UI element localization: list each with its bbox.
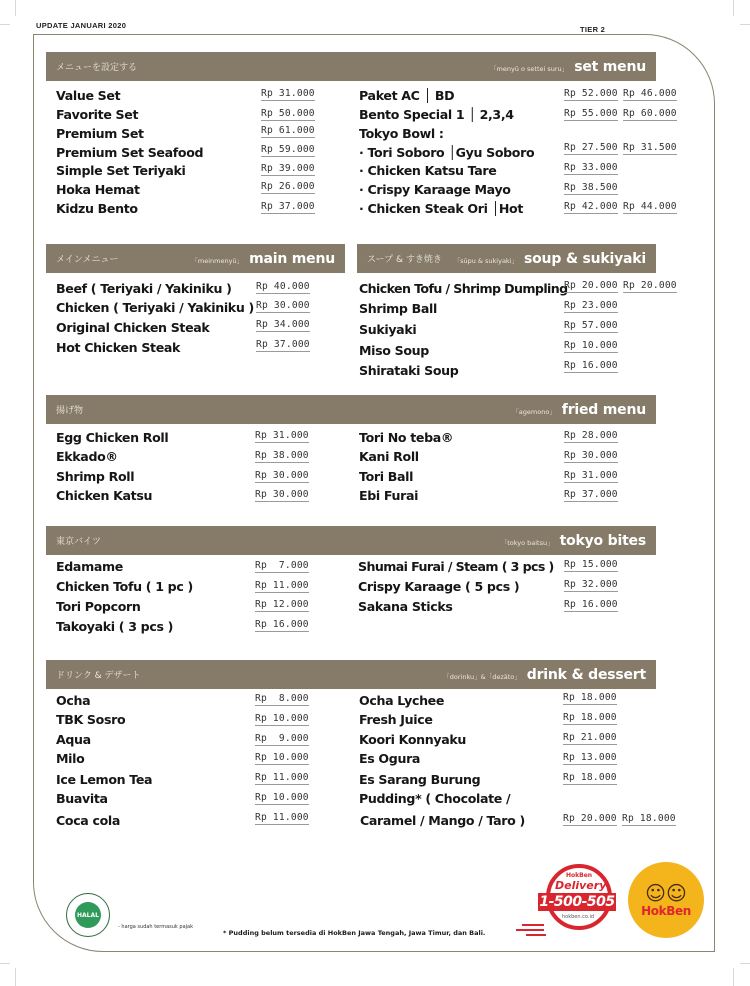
crop-mark (15, 0, 16, 16)
menu-price: Rp 10.000 (255, 752, 309, 763)
banner-jp: スープ & すき焼き (367, 255, 442, 265)
halal-icon: HALAL (75, 902, 101, 928)
menu-item: Shrimp Ball (359, 301, 437, 316)
menu-price: Rp 52.000 (564, 88, 618, 99)
menu-price: Rp 37.000 (261, 201, 315, 212)
menu-item: Shirataki Soup (359, 363, 459, 378)
crop-mark (740, 963, 750, 964)
banner-romaji: 「meinmenyū」 (191, 256, 244, 265)
banner-jp: 東京バイツ (56, 537, 102, 547)
menu-price: Rp 20.000 (623, 280, 677, 291)
menu-item: Tori No teba® (359, 430, 454, 445)
menu-item: Shumai Furai / Steam ( 3 pcs ) (358, 559, 554, 574)
menu-price: Rp 12.000 (255, 599, 309, 610)
menu-price: Rp 20.000 (563, 813, 617, 824)
menu-price: Rp 13.000 (563, 752, 617, 763)
menu-price: Rp 31.000 (255, 430, 309, 441)
menu-item: Tokyo Bowl : (359, 126, 444, 141)
banner-title: fried menu (561, 401, 646, 418)
menu-price: Rp 18.000 (563, 712, 617, 723)
menu-item: Egg Chicken Roll (56, 430, 169, 445)
banner-jp: メインメニュー (56, 255, 119, 265)
menu-price: Rp 16.000 (255, 619, 309, 630)
menu-item: Miso Soup (359, 343, 429, 358)
menu-item: Hoka Hemat (56, 182, 140, 197)
menu-item: Premium Set (56, 126, 144, 141)
pudding-note: * Pudding belum tersedia di HokBen Jawa Tengah, Jawa Timur, dan Bali. (223, 929, 486, 937)
menu-price: Rp 18.000 (563, 772, 617, 783)
tax-note: - harga sudah termasuk pajak (118, 924, 193, 930)
banner-romaji: 「sūpu & sukiyaki」 (453, 256, 518, 265)
banner-tokyo-bites (46, 526, 656, 555)
tier-label: TIER 2 (580, 25, 606, 34)
update-label: UPDATE JANUARI 2020 (36, 21, 127, 30)
halal-logo (66, 893, 110, 937)
banner-title: main menu (249, 250, 335, 267)
menu-item: Chicken ( Teriyaki / Yakiniku ) (56, 300, 254, 315)
crop-mark (740, 24, 750, 25)
menu-item: · Chicken Katsu Tare (359, 163, 497, 178)
menu-item: Ocha (56, 693, 91, 708)
menu-price: Rp 38.500 (564, 182, 618, 193)
menu-price: Rp 40.000 (256, 281, 310, 292)
menu-price: Rp 38.000 (255, 450, 309, 461)
menu-item: Takoyaki ( 3 pcs ) (56, 619, 174, 634)
banner-title: tokyo bites (559, 532, 646, 549)
menu-item: Kidzu Bento (56, 201, 138, 216)
menu-price: Rp 11.000 (255, 580, 309, 591)
menu-price: Rp 42.000 (564, 201, 618, 212)
menu-item: Kani Roll (359, 449, 419, 464)
menu-item: Tori Ball (359, 469, 414, 484)
menu-item: Value Set (56, 88, 121, 103)
menu-price: Rp 61.000 (261, 125, 315, 136)
banner-jp: ドリンク & デザート (56, 671, 141, 681)
menu-price: Rp 26.000 (261, 181, 315, 192)
crop-mark (0, 963, 10, 964)
menu-price: Rp 31.000 (564, 470, 618, 481)
menu-price: Rp 8.000 (255, 693, 309, 704)
menu-item: Original Chicken Steak (56, 320, 210, 335)
menu-price: Rp 30.000 (256, 300, 310, 311)
menu-item: Koori Konnyaku (359, 732, 467, 747)
menu-item: · Crispy Karaage Mayo (359, 182, 511, 197)
menu-item: Sakana Sticks (358, 599, 453, 614)
menu-item: Sukiyaki (359, 322, 417, 337)
banner-jp: メニューを設定する (56, 63, 138, 73)
menu-item: Buavita (56, 791, 108, 806)
menu-item: Chicken Katsu (56, 488, 153, 503)
menu-item: Fresh Juice (359, 712, 433, 727)
menu-item: Edamame (56, 559, 123, 574)
menu-item: Bento Special 1 │ 2,3,4 (359, 107, 514, 122)
menu-item: · Chicken Steak Ori │Hot (359, 201, 523, 216)
menu-price: Rp 10.000 (255, 713, 309, 724)
menu-item: TBK Sosro (56, 712, 126, 727)
menu-item: Pudding* ( Chocolate / (359, 791, 511, 806)
menu-price: Rp 15.000 (564, 559, 618, 570)
menu-price: Rp 28.000 (564, 430, 618, 441)
menu-price: Rp 27.500 (564, 142, 618, 153)
banner-fried-menu (46, 395, 656, 424)
banner-drink-dessert (46, 660, 656, 689)
menu-item: Es Ogura (359, 751, 421, 766)
banner-title: set menu (574, 58, 646, 75)
menu-item: Es Sarang Burung (359, 772, 481, 787)
menu-price: Rp 16.000 (564, 360, 618, 371)
menu-price: Rp 20.000 (564, 280, 618, 291)
menu-price: Rp 18.000 (622, 813, 676, 824)
delivery-brand: HokBen (566, 872, 593, 879)
menu-item: Beef ( Teriyaki / Yakiniku ) (56, 281, 232, 296)
banner-romaji: 「dorinku」&「dezāto」 (443, 672, 521, 681)
crop-mark (15, 968, 16, 986)
crop-mark (733, 0, 734, 16)
menu-price: Rp 33.000 (564, 162, 618, 173)
crop-mark (733, 968, 734, 986)
delivery-url: hokben.co.id (562, 914, 595, 920)
menu-price: Rp 30.000 (564, 450, 618, 461)
hokben-logo (628, 862, 704, 938)
menu-item: Ice Lemon Tea (56, 772, 153, 787)
menu-price: Rp 7.000 (255, 560, 309, 571)
banner-title: soup & sukiyaki (524, 250, 646, 267)
crop-mark (0, 24, 10, 25)
menu-price: Rp 59.000 (261, 144, 315, 155)
menu-item: Ekkado® (56, 449, 118, 464)
mascot-faces-icon: ☺☺ (645, 881, 687, 905)
menu-price: Rp 23.000 (564, 300, 618, 311)
menu-price: Rp 10.000 (564, 340, 618, 351)
menu-price: Rp 32.000 (564, 579, 618, 590)
banner-romaji: 「menyū o settei suru」 (490, 64, 569, 73)
banner-soup-sukiyaki (357, 244, 656, 273)
menu-price: Rp 11.000 (255, 772, 309, 783)
menu-price: Rp 11.000 (255, 812, 309, 823)
menu-price: Rp 37.000 (256, 339, 310, 350)
menu-item: Coca cola (56, 813, 121, 828)
menu-item: · Tori Soboro │Gyu Soboro (359, 145, 535, 160)
menu-item: Favorite Set (56, 107, 139, 122)
menu-price: Rp 46.000 (623, 88, 677, 99)
menu-price: Rp 9.000 (255, 733, 309, 744)
menu-price: Rp 10.000 (255, 792, 309, 803)
menu-price: Rp 55.000 (564, 108, 618, 119)
menu-item: Caramel / Mango / Taro ) (360, 813, 525, 828)
menu-price: Rp 50.000 (261, 108, 315, 119)
delivery-badge (538, 864, 616, 938)
menu-price: Rp 57.000 (564, 320, 618, 331)
logo-name: HokBen (641, 904, 691, 918)
menu-item: Shrimp Roll (56, 469, 135, 484)
banner-title: drink & dessert (526, 666, 646, 683)
menu-price: Rp 30.000 (255, 489, 309, 500)
menu-price: Rp 44.000 (623, 201, 677, 212)
banner-jp: 揚げ物 (56, 406, 84, 416)
menu-item: Tori Popcorn (56, 599, 141, 614)
delivery-phone: 1-500-505 (539, 894, 615, 910)
delivery-word: Delivery (555, 879, 607, 892)
menu-price: Rp 39.000 (261, 163, 315, 174)
menu-price: Rp 31.500 (623, 142, 677, 153)
banner-romaji: 「agemono」 (512, 407, 556, 416)
banner-romaji: 「tokyo baitsu」 (500, 538, 554, 547)
menu-price: Rp 34.000 (256, 319, 310, 330)
menu-item: Hot Chicken Steak (56, 340, 181, 355)
menu-price: Rp 37.000 (564, 489, 618, 500)
menu-item: Aqua (56, 732, 91, 747)
menu-price: Rp 16.000 (564, 599, 618, 610)
menu-price: Rp 18.000 (563, 692, 617, 703)
menu-item: Premium Set Seafood (56, 145, 204, 160)
menu-price: Rp 60.000 (623, 108, 677, 119)
banner-set-menu (46, 52, 656, 81)
menu-item: Milo (56, 751, 85, 766)
menu-price: Rp 21.000 (563, 732, 617, 743)
menu-item: Ocha Lychee (359, 693, 445, 708)
menu-price: Rp 31.000 (261, 88, 315, 99)
menu-item: Paket AC │ BD (359, 88, 455, 103)
menu-item: Ebi Furai (359, 488, 419, 503)
banner-main-menu (46, 244, 345, 273)
menu-item: Simple Set Teriyaki (56, 163, 186, 178)
menu-item: Chicken Tofu ( 1 pc ) (56, 579, 193, 594)
menu-item: Crispy Karaage ( 5 pcs ) (358, 579, 520, 594)
menu-price: Rp 30.000 (255, 470, 309, 481)
menu-item: Chicken Tofu / Shrimp Dumpling (359, 281, 568, 296)
